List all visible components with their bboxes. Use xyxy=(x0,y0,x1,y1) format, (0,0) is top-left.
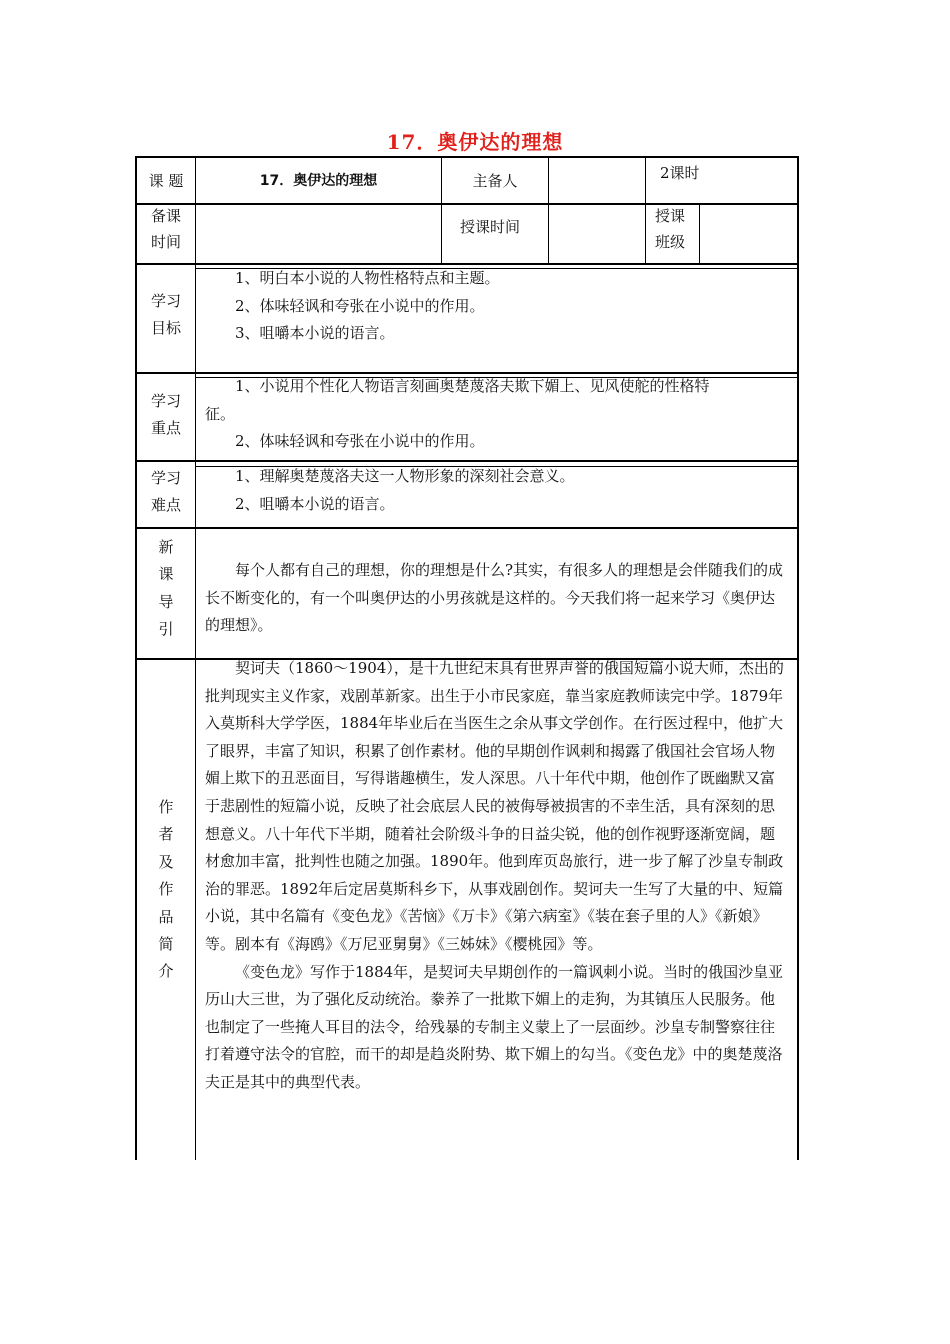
hours-value: 2课时 xyxy=(660,164,700,182)
column-divider xyxy=(699,204,700,265)
list-item: 2、体味轻讽和夸张在小说中的作用。 xyxy=(235,432,485,450)
row-divider xyxy=(135,527,799,529)
key-points-label: 学习 重点 xyxy=(150,392,181,437)
list-item-continuation: 征。 xyxy=(205,404,236,423)
difficulties-label: 学习 难点 xyxy=(150,469,181,514)
preparer-label: 主备人 xyxy=(472,172,518,190)
column-divider xyxy=(645,156,646,265)
goals-label: 学习 目标 xyxy=(150,292,181,337)
author-text: 契诃夫（1860～1904），是十九世纪末具有世界声誉的俄国短篇小说大师，杰出的批判现实主义作家，戏剧革新家。出生于小市民家庭，靠当家庭教师读完中学。1879年入莫斯科大学学医，1884年毕业后在当医生之余从事文学创作。在行医过程中，他扩大了眼界，丰富了知识，积累了创作素材。他的早期创作讽刺和揭露了俄国社会官场人物媚上欺下的丑恶面目，写得谐趣横生，发人深思。八十年代中期，他创作了既幽默又富于悲剧性的短篇小说，反映了社会底层人民的被侮辱被损害的不幸生活，具有深刻的思想意义。八十年代下半期，随着社会阶级斗争的日益尖锐，他的创作视野逐渐宽阔，题材愈加丰富，批判性也随之加强。1890年。他到库页岛旅行，进一步了解了沙皇专制政治的罪恶。1892年后定居莫斯科乡下，从事戏剧创作。契诃夫一生写了大量的中、短篇小说，其中名篇有《变色龙》《苦恼》《万卡》《第六病室》《装在套子里的人》《新娘》等。剧本有《海鸥》《万尼亚舅舅》《三姊妹》《樱桃园》等。 《变色龙》写作于1884年，是契诃夫早期创作的一篇讽刺小说。当时的俄国沙皇亚历山大三世，为了强化反动统治。豢养了一批欺下媚上的走狗，为其镇压人民服务。他也制定了一些掩人耳目的法令，给残暴的专制主义蒙上了一层面纱。沙皇专制警察往往打着遵守法令的官腔，而干的却是趋炎附势、欺下媚上的勾当。《变色龙》中的奥楚蔑洛夫正是其中的典型代表。 xyxy=(205,659,784,1091)
column-divider xyxy=(548,156,549,265)
key-points-list xyxy=(205,373,790,456)
difficulties-list xyxy=(235,463,785,518)
teach-time-label: 授课时间 xyxy=(460,218,521,236)
intro-label: 新 课 导 引 xyxy=(158,538,174,639)
list-item: 1、小说用个性化人物语言刻画奥楚蔑洛夫欺下媚上、见风使舵的性格特 xyxy=(235,377,710,395)
intro-text: 每个人都有自己的理想，你的理想是什么?其实，有很多人的理想是会伴随我们的成长不断变化的，有一个叫奥伊达的小男孩就是这样的。今天我们将一起来学习《奥伊达的理想》。 xyxy=(205,561,784,635)
label-column-divider xyxy=(195,156,196,1160)
list-item: 1、明白本小说的人物性格特点和主题。 xyxy=(235,269,500,287)
list-item: 1、理解奥楚蔑洛夫这一人物形象的深刻社会意义。 xyxy=(235,467,575,485)
table-border-right xyxy=(797,156,799,1160)
goals-list xyxy=(235,265,785,348)
author-label: 作 者 及 作 品 简 介 xyxy=(158,798,174,981)
list-item: 2、体味轻讽和夸张在小说中的作用。 xyxy=(235,296,485,315)
table-border-top xyxy=(135,156,799,158)
topic-label: 课 题 xyxy=(148,172,184,190)
prep-time-label: 备课 时间 xyxy=(150,207,181,251)
list-item: 2、咀嚼本小说的语言。 xyxy=(235,494,395,513)
page-title: 17．奥伊达的理想 xyxy=(386,130,564,154)
topic-value: 17．奥伊达的理想 xyxy=(259,173,378,189)
list-item: 3、咀嚼本小说的语言。 xyxy=(235,324,395,342)
row-divider xyxy=(135,460,799,462)
class-label: 授课 班级 xyxy=(655,207,686,251)
